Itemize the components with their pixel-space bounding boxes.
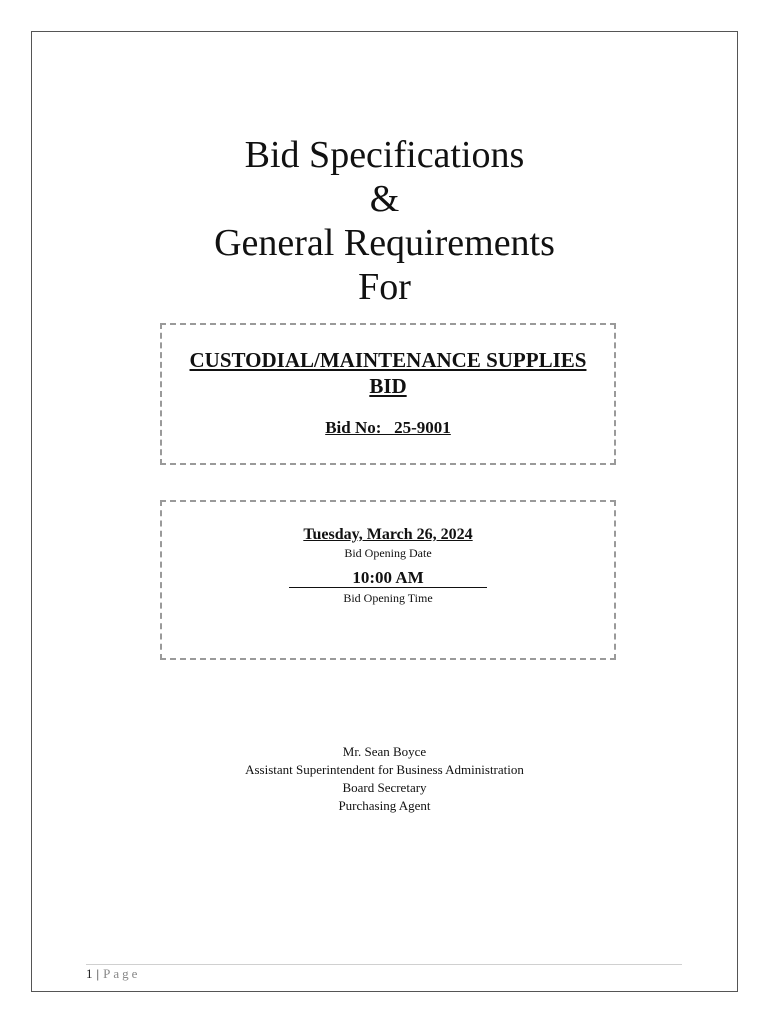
bid-name-line-1: CUSTODIAL/MAINTENANCE SUPPLIES — [189, 348, 587, 372]
footer-rule — [86, 964, 682, 965]
signer-title-2: Board Secretary — [342, 780, 427, 795]
title-line-1: Bid Specifications — [244, 134, 525, 176]
bid-opening-time-wrap — [162, 569, 614, 588]
title-line-2: & — [369, 178, 400, 220]
bid-opening-date: Tuesday, March 26, 2024 — [303, 526, 473, 543]
page-footer — [86, 966, 140, 982]
bid-opening-box — [160, 500, 616, 660]
title-line-3: General Requirements — [214, 222, 555, 264]
page-number: 1 — [86, 966, 93, 981]
page-word: Page — [103, 966, 141, 981]
signer-title-3: Purchasing Agent — [338, 798, 431, 813]
document-page — [31, 31, 738, 992]
bid-opening-date-label: Bid Opening Date — [344, 546, 432, 560]
bid-name-line-2: BID — [369, 374, 407, 398]
bid-info-box — [160, 323, 616, 465]
bid-name — [162, 347, 614, 399]
signer-title-1: Assistant Superintendent for Business Administration — [245, 762, 524, 777]
title-line-4: For — [358, 266, 411, 308]
bid-number: Bid No: 25-9001 — [325, 418, 451, 437]
bid-opening-time-label: Bid Opening Time — [343, 591, 433, 605]
footer-separator: | — [96, 966, 100, 981]
signature-block — [32, 743, 737, 815]
bid-opening-time: 10:00 AM — [289, 569, 487, 588]
document-title — [32, 133, 737, 309]
signer-name: Mr. Sean Boyce — [342, 744, 427, 759]
